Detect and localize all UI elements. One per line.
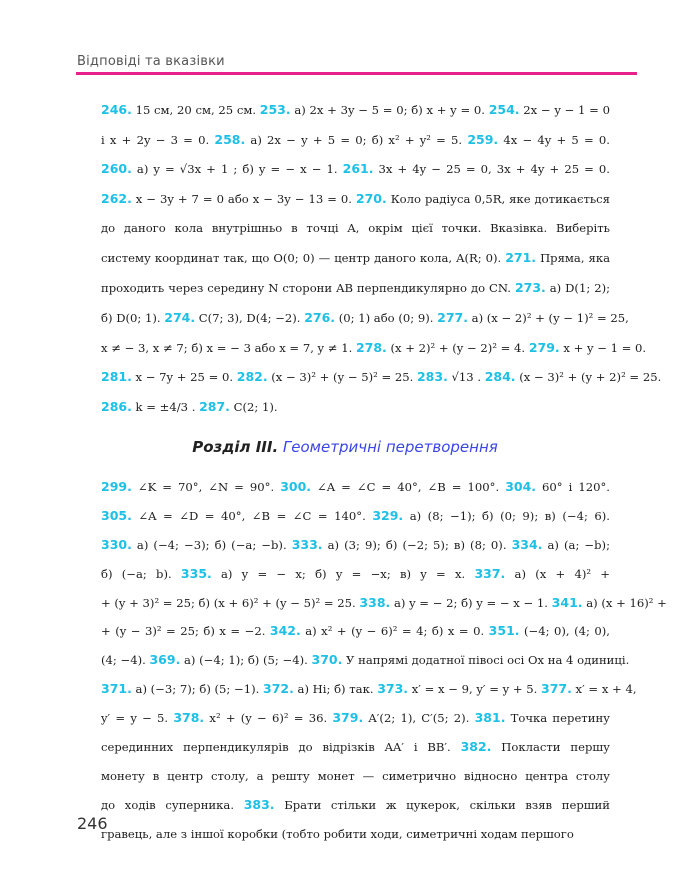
text-line bbox=[101, 303, 629, 333]
text-line bbox=[101, 560, 610, 589]
problem-number: 274. bbox=[164, 309, 196, 325]
answer-text: б) D(0; 1). bbox=[101, 310, 165, 325]
answer-text: гравець, але з іншої коробки (тобто робити ходи, симетричні ходам першого bbox=[101, 826, 574, 841]
problem-number: 287. bbox=[199, 398, 230, 414]
section-title: Геометричні перетворення bbox=[282, 438, 498, 456]
problem-number: 259. bbox=[467, 131, 499, 147]
text-line bbox=[101, 273, 610, 303]
answer-text: а) (−4; −3); б) (−a; −b). bbox=[131, 537, 292, 552]
answer-text: Покласти першу bbox=[491, 740, 610, 755]
problem-number: 383. bbox=[243, 796, 275, 812]
problem-number: 284. bbox=[484, 369, 516, 385]
answer-text: ∠A = ∠C = 40°, ∠B = 100°. bbox=[311, 480, 506, 494]
header-divider bbox=[76, 72, 637, 75]
text-line bbox=[101, 333, 647, 363]
answer-text: √13 . bbox=[447, 370, 485, 385]
problem-number: 333. bbox=[291, 536, 323, 552]
problem-number: 373. bbox=[377, 681, 409, 697]
text-line bbox=[101, 531, 610, 560]
problem-number: 300. bbox=[280, 479, 312, 494]
problem-number: 335. bbox=[180, 565, 212, 581]
problem-number: 379. bbox=[332, 710, 364, 726]
answer-text: 4x − 4y + 5 = 0. bbox=[498, 132, 610, 147]
answer-text: а) (−3; 7); б) (5; −1). bbox=[131, 682, 264, 697]
answer-text: серединних перпендикулярів до відрізків AA′ і BB′. bbox=[101, 740, 461, 755]
text-line bbox=[101, 704, 610, 733]
text-line bbox=[101, 392, 610, 422]
problem-number: 283. bbox=[416, 369, 448, 385]
problem-number: 271. bbox=[505, 250, 537, 266]
text-line bbox=[101, 154, 610, 184]
answer-text: x′ = x − 9, y′ = y + 5. bbox=[408, 682, 542, 697]
text-line bbox=[101, 820, 610, 849]
answer-text: а) (x + 4)² + bbox=[505, 566, 610, 581]
answer-text: x′ = x + 4, bbox=[571, 682, 637, 697]
answer-text: (−4; 0), (4; 0), bbox=[519, 624, 610, 639]
problem-number: 261. bbox=[342, 161, 374, 177]
problem-number: 305. bbox=[101, 507, 132, 523]
answers-block-section-3 bbox=[101, 473, 667, 849]
answer-text: A′(2; 1), C′(5; 2). bbox=[363, 711, 475, 726]
problem-number: 270. bbox=[355, 191, 387, 207]
problem-number: 372. bbox=[263, 681, 294, 697]
problem-number: 281. bbox=[101, 369, 132, 385]
answer-text: x + y − 1 = 0. bbox=[559, 340, 647, 355]
answer-text: (0; 1) або (0; 9). bbox=[335, 310, 438, 325]
text-line bbox=[101, 675, 637, 704]
answer-text: (x − 3)² + (y + 2)² = 25. bbox=[515, 370, 662, 385]
problem-number: 329. bbox=[372, 507, 404, 523]
answer-text: а) Ні; б) так. bbox=[293, 682, 378, 697]
answer-text: а) 2x + 3y − 5 = 0; б) x + y = 0. bbox=[290, 103, 489, 117]
answer-text: до даного кола внутрішньо в точці A, окрім цієї точки. Вказівка. Виберіть bbox=[101, 220, 610, 235]
problem-number: 330. bbox=[101, 536, 132, 552]
answer-text: 3x + 4y − 25 = 0, 3x + 4y + 25 = 0. bbox=[373, 162, 610, 177]
problem-number: 286. bbox=[101, 398, 132, 414]
problem-number: 279. bbox=[528, 339, 560, 355]
section-label: Розділ III. bbox=[192, 438, 279, 456]
answer-text: C(7; 3), D(4; −2). bbox=[195, 310, 305, 325]
text-line bbox=[101, 243, 610, 273]
answer-text: y′ = y − 5. bbox=[101, 711, 174, 726]
text-line bbox=[101, 646, 630, 675]
problem-number: 337. bbox=[474, 565, 506, 581]
answer-text: а) (3; 9); б) (−2; 5); в) (8; 0). bbox=[322, 537, 512, 552]
text-line bbox=[101, 473, 610, 502]
answer-text: (x + 2)² + (y − 2)² = 4. bbox=[386, 340, 529, 355]
answers-block-section-2 bbox=[101, 95, 662, 422]
problem-number: 246. bbox=[101, 102, 132, 117]
answer-text: а) y = √3x + 1 ; б) y = − x − 1. bbox=[131, 162, 343, 177]
answer-text: ∠A = ∠D = 40°, ∠B = ∠C = 140°. bbox=[131, 508, 373, 523]
problem-number: 341. bbox=[551, 594, 583, 610]
problem-number: 273. bbox=[514, 280, 546, 296]
answer-text: x ≠ − 3, x ≠ 7; б) x = − 3 або x = 7, y ≠ 1. bbox=[101, 340, 356, 355]
answer-text: Брати стільки ж цукерок, скільки взяв перший bbox=[274, 797, 610, 812]
problem-number: 282. bbox=[236, 369, 268, 385]
answer-text: x − 7y + 25 = 0. bbox=[131, 370, 237, 385]
answer-text: а) y = − x; б) y = −x; в) y = x. bbox=[211, 566, 475, 581]
answer-text: 60° і 120°. bbox=[536, 480, 610, 494]
text-line bbox=[101, 791, 610, 820]
text-line bbox=[101, 214, 610, 244]
answer-text: а) (−4; 1); б) (5; −4). bbox=[180, 653, 312, 668]
problem-number: 370. bbox=[311, 652, 343, 668]
answer-text: k = ±4/3 . bbox=[131, 399, 200, 414]
answer-text: а) (x − 2)² + (y − 1)² = 25, bbox=[467, 310, 629, 325]
answer-text: У напрямі додатної півосі осі Ox на 4 одиниці. bbox=[342, 653, 630, 668]
answer-text: до ходів суперника. bbox=[101, 797, 244, 812]
answer-text: + (y − 3)² = 25; б) x = −2. bbox=[101, 624, 270, 639]
text-line bbox=[101, 125, 610, 155]
problem-number: 378. bbox=[173, 710, 205, 726]
answer-text: (x − 3)² + (y − 5)² = 25. bbox=[267, 370, 417, 385]
running-header-title: Відповіді та вказівки bbox=[77, 54, 225, 69]
problem-number: 276. bbox=[304, 309, 336, 325]
answer-text: а) (x + 16)² + bbox=[582, 595, 667, 610]
problem-number: 369. bbox=[149, 652, 181, 668]
problem-number: 253. bbox=[259, 102, 291, 117]
text-line bbox=[101, 762, 610, 791]
answer-text: і x + 2y − 3 = 0. bbox=[101, 132, 215, 147]
problem-number: 377. bbox=[541, 681, 572, 697]
answer-text: x − 3y + 7 = 0 або x − 3y − 13 = 0. bbox=[131, 192, 356, 207]
text-line bbox=[101, 362, 662, 392]
text-line bbox=[101, 502, 610, 531]
problem-number: 304. bbox=[505, 479, 537, 494]
answer-text: а) y = − 2; б) y = − x − 1. bbox=[390, 595, 552, 610]
problem-number: 342. bbox=[269, 623, 301, 639]
answer-text: систему координат так, що O(0; 0) — центр даного кола, A(R; 0). bbox=[101, 251, 506, 266]
problem-number: 254. bbox=[488, 102, 520, 117]
answer-text: а) D(1; 2); bbox=[545, 281, 611, 296]
page-number: 246 bbox=[77, 814, 108, 833]
text-line bbox=[101, 733, 610, 762]
problem-number: 277. bbox=[437, 309, 468, 325]
problem-number: 334. bbox=[511, 536, 543, 552]
answer-text: проходить через середину N сторони AB перпендикулярно до CN. bbox=[101, 281, 515, 296]
answer-text: C(2; 1). bbox=[229, 399, 278, 414]
answer-text: Точка перетину bbox=[505, 711, 610, 726]
answer-text: Коло радіуса 0,5R, яке дотикається bbox=[386, 192, 610, 207]
answer-text: б) (−a; b). bbox=[101, 566, 181, 581]
problem-number: 278. bbox=[355, 339, 387, 355]
answer-text: + (y + 3)² = 25; б) (x + 6)² + (y − 5)² = 25. bbox=[101, 595, 360, 610]
answer-text: монету в центр столу, а решту монет — симетрично відносно центра столу bbox=[101, 768, 610, 783]
answer-text: ∠K = 70°, ∠N = 90°. bbox=[131, 480, 281, 494]
problem-number: 260. bbox=[101, 161, 132, 177]
problem-number: 262. bbox=[101, 191, 132, 207]
answer-text: (4; −4). bbox=[101, 653, 150, 668]
answer-text: 15 см, 20 см, 25 см. bbox=[131, 103, 260, 117]
answer-text: а) (8; −1); б) (0; 9); в) (−4; 6). bbox=[403, 508, 610, 523]
problem-number: 381. bbox=[474, 710, 506, 726]
section-heading bbox=[0, 438, 690, 456]
text-line bbox=[101, 95, 610, 125]
answer-text: Пряма, яка bbox=[536, 251, 610, 266]
text-line bbox=[101, 589, 667, 618]
answer-text: а) x² + (y − 6)² = 4; б) x = 0. bbox=[300, 624, 489, 639]
problem-number: 371. bbox=[101, 681, 132, 697]
answer-text: 2x − y − 1 = 0 bbox=[519, 103, 610, 117]
answer-text: x² + (y − 6)² = 36. bbox=[204, 711, 333, 726]
problem-number: 351. bbox=[488, 623, 520, 639]
answer-text: а) (a; −b); bbox=[542, 537, 610, 552]
answer-text: а) 2x − y + 5 = 0; б) x² + y² = 5. bbox=[245, 132, 468, 147]
text-line bbox=[101, 617, 610, 646]
problem-number: 258. bbox=[214, 131, 246, 147]
text-line bbox=[101, 184, 610, 214]
problem-number: 338. bbox=[359, 594, 391, 610]
problem-number: 299. bbox=[101, 479, 132, 494]
problem-number: 382. bbox=[460, 739, 492, 755]
